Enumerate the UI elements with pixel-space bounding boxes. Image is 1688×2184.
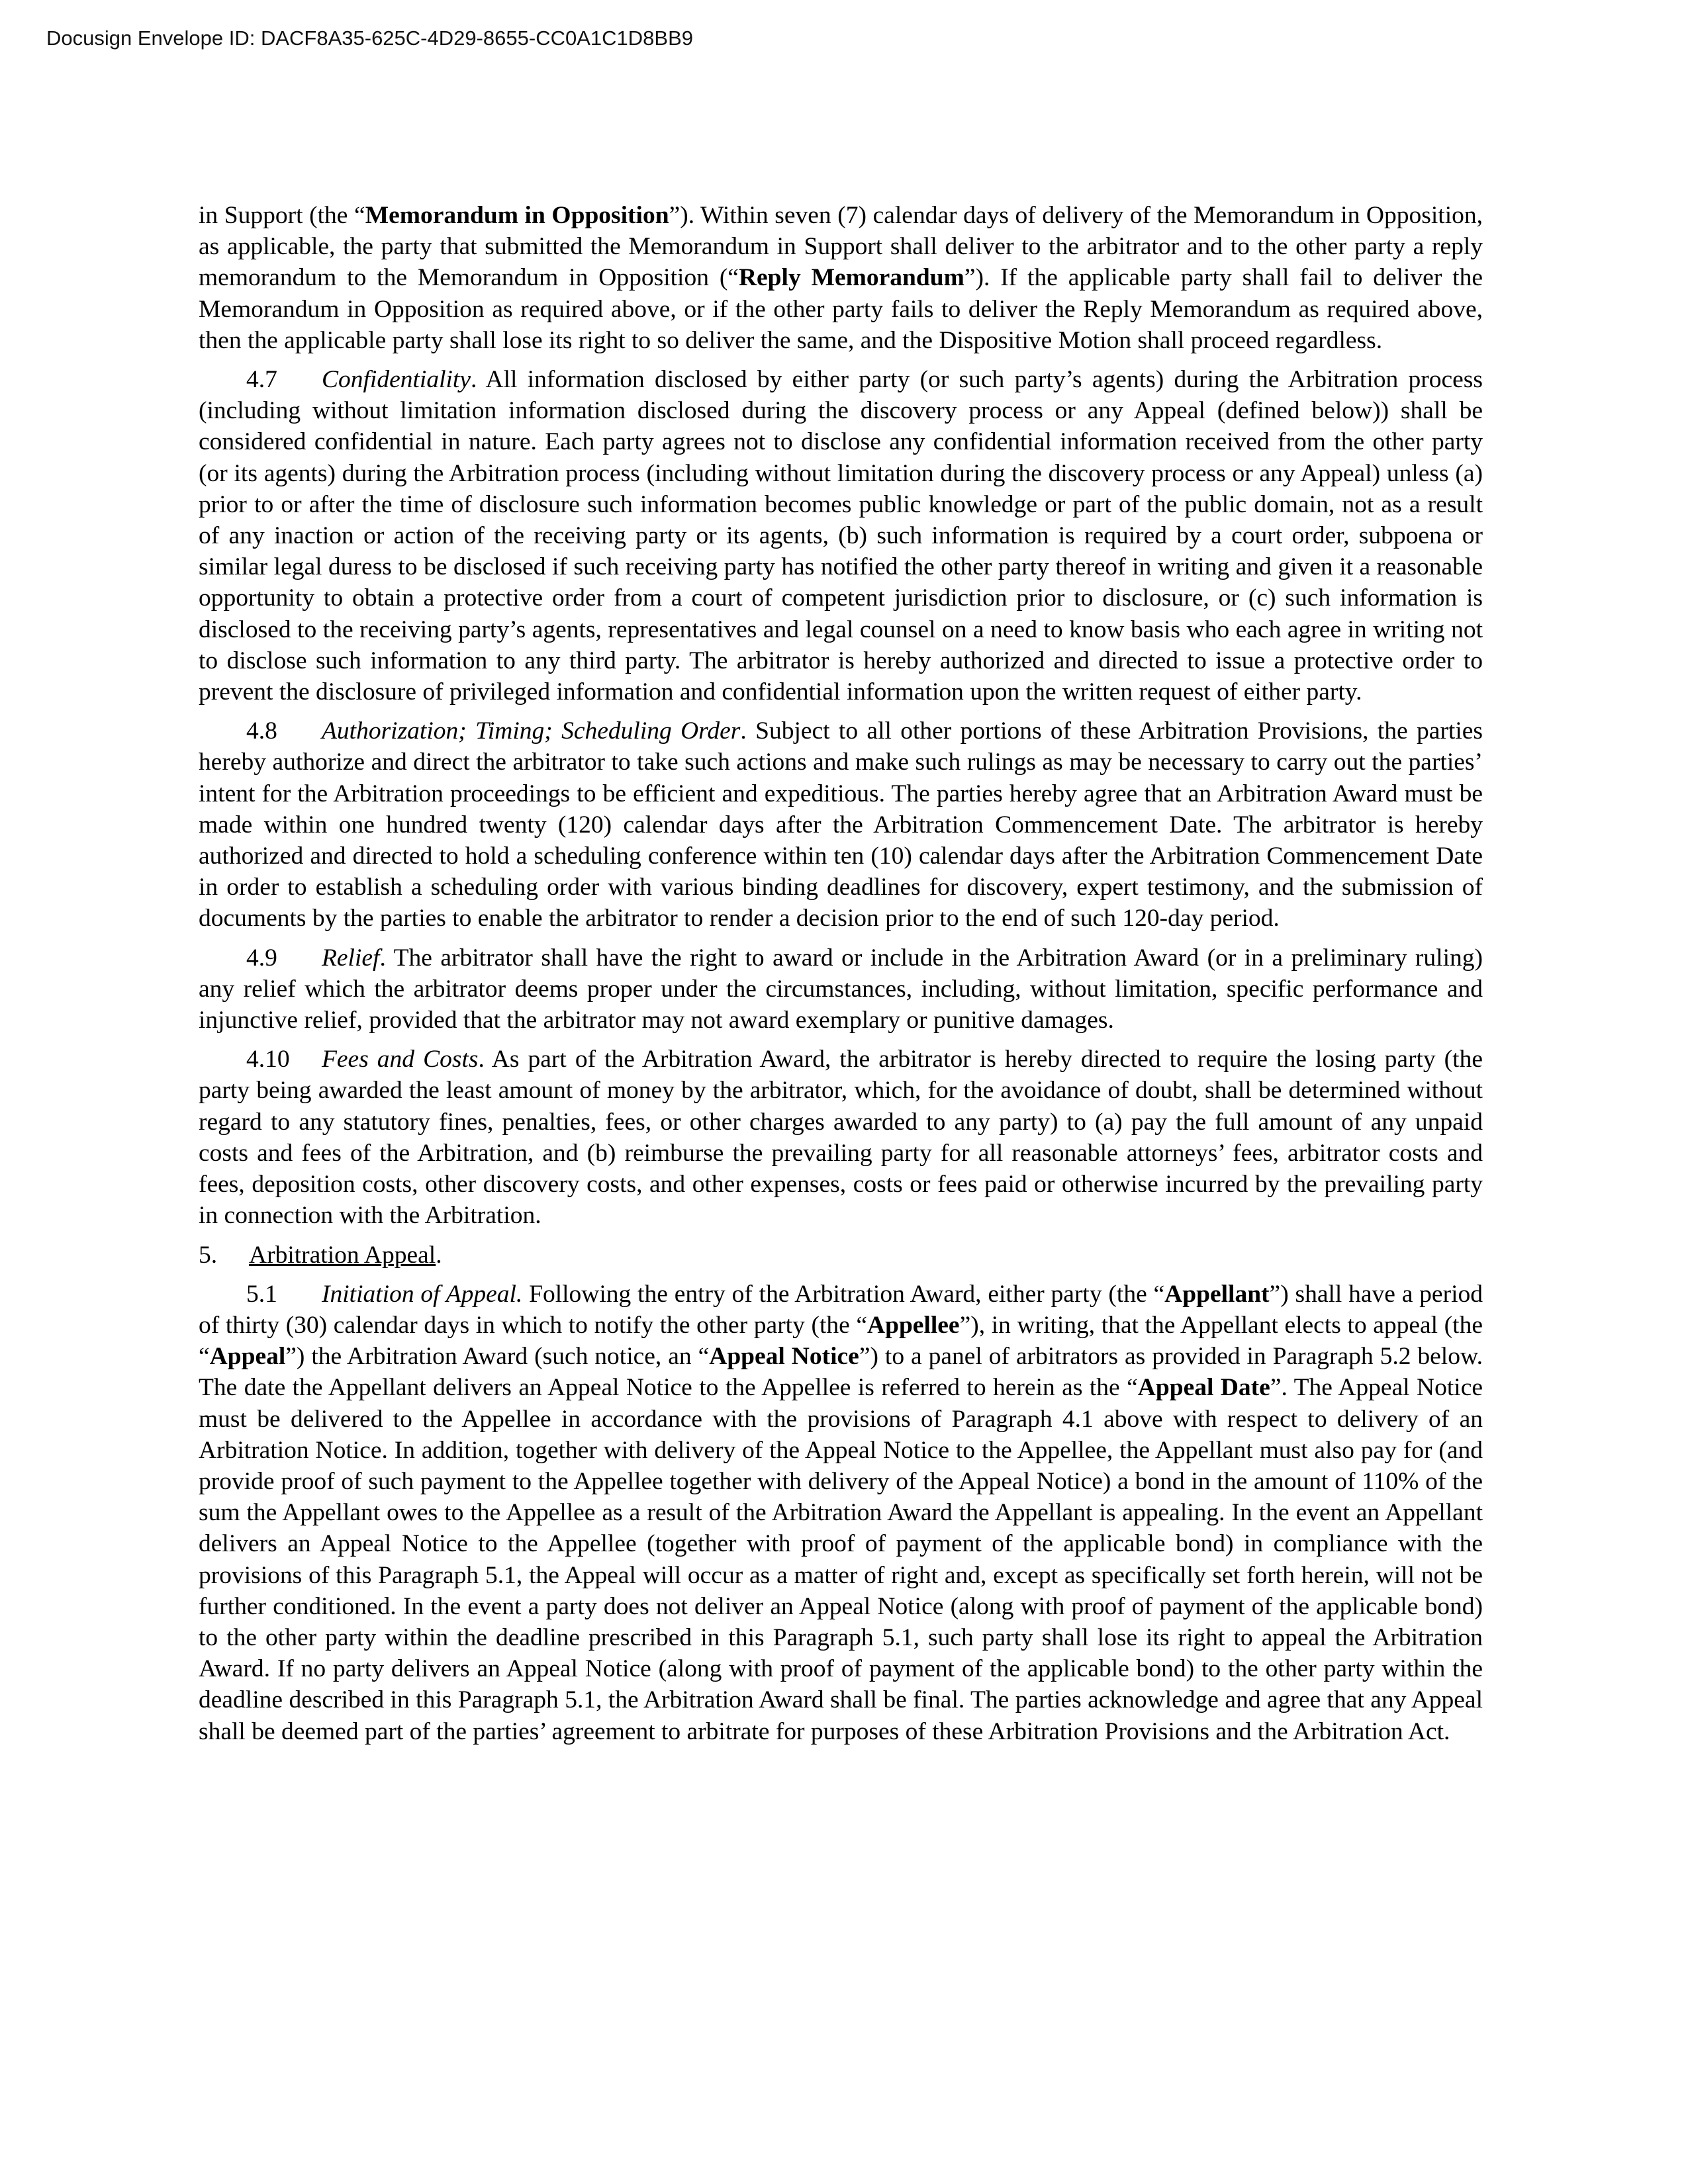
section-4-8-authorization (199, 715, 1483, 934)
text: ”. The Appeal Notice must be delivered to the Appellee in accordance with the provisions of Paragraph 4.1 above with respect to delivery of an Arbitration Notice. In addition, together with delivery of the Appeal Notice to the Appellee, the Appellant must also pay for (and provide proof of such payment to the Appellee together with delivery of the Appeal Notice) a bond in the amount of 110% of the sum the Appellant owes to the Appellee as a result of the Arbitration Award the Appellant is appealing. In the event an Appellant delivers an Appeal Notice to the Appellee (together with proof of payment of the applicable bond) in compliance with the provisions of this Paragraph 5.1, the Appeal will occur as a matter of right and, except as specifically set forth herein, will not be further conditioned. In the event a party does not deliver an Appeal Notice (along with proof of payment of the applicable bond) to the other party within the deadline prescribed in this Paragraph 5.1, such party shall lose its right to appeal the Arbitration Award. If no party delivers an Appeal Notice (along with proof of payment of the applicable bond) to the other party within the deadline described in this Paragraph 5.1, the Arbitration Award shall be final. The parties acknowledge and agree that any Appeal shall be deemed part of the parties’ agreement to arbitrate for purposes of these Arbitration Provisions and the Arbitration Act. (199, 1374, 1483, 1745)
text: ”), in writing, that the Appellant elects to appeal (the “ (199, 1311, 1483, 1371)
text: Following the entry of the Arbitration Award, either party (the “ (522, 1280, 1165, 1308)
section-body: . All information disclosed by either party (or such party’s agents) during the Arbitration process (including without limitation information disclosed during the discovery process or any Appeal (defined below)) shall be considered confidential in nature. Each party agrees not to disclose any confidential information received from the other party (or its agents) during the Arbitration process (including without limitation during the discovery process or any Appeal) unless (a) prior to or after the time of disclosure such information becomes public knowledge or part of the public domain, not as a result of any inaction or action of the receiving party or its agents, (b) such information is required by a court order, subpoena or similar legal duress to be disclosed if such receiving party has notified the other party thereof in writing and given it a reasonable opportunity to obtain a protective order from a court of competent jurisdiction prior to disclosure, or (c) such information is disclosed to the receiving party’s agents, representatives and legal counsel on a need to know basis who each agree in writing not to disclose such information to any third party. The arbitrator is hereby authorized and directed to issue a protective order to prevent the disclosure of privileged information and confidential information upon the written request of either party. (199, 366, 1483, 706)
section-number: 5.1 (246, 1280, 277, 1308)
section-4-7-confidentiality (199, 364, 1483, 707)
section-number: 5. (199, 1241, 218, 1269)
text: ”). Within seven (7) calendar days of delivery of the Memorandum in Opposition, as applicable, the party that submitted the Memorandum in Support shall deliver to the arbitrator and to the other party a reply memorandum to the Memorandum in Opposition (“ (199, 202, 1483, 292)
text: . (436, 1241, 442, 1269)
section-title: Arbitration Appeal (249, 1241, 436, 1269)
section-number: 4.9 (246, 944, 277, 972)
section-title: Initiation of Appeal. (322, 1280, 523, 1308)
section-title: Confidentiality (322, 366, 471, 394)
section-body: . Subject to all other portions of these Arbitration Provisions, the parties hereby authorize and direct the arbitrator to take such actions and make such rulings as may be necessary to carry out the parties’ intent for the Arbitration proceedings to be efficient and expeditious. The parties hereby agree that an Arbitration Award must be made within one hundred twenty (120) calendar days after the Arbitration Commencement Date. The arbitrator is hereby authorized and directed to hold a scheduling conference within ten (10) calendar days after the Arbitration Commencement Date in order to establish a scheduling order with various binding deadlines for discovery, expert testimony, and the submission of documents by the parties to enable the arbitrator to render a decision prior to the end of such 120-day period. (199, 717, 1483, 933)
section-title: Relief (322, 944, 380, 972)
text: in Support (the “ (199, 202, 365, 229)
defined-term: Appeal Date (1137, 1374, 1270, 1402)
section-title: Fees and Costs (322, 1046, 479, 1073)
text: ”). If the applicable party shall fail to deliver the Memorandum in Opposition as required above, or if the other party fails to deliver the Reply Memorandum as required above, then the applicable party shall lose its right to so deliver the same, and the Dispositive Motion shall proceed regardless. (199, 264, 1483, 354)
section-4-10-fees-and-costs (199, 1044, 1483, 1231)
defined-term: Appellee (867, 1311, 960, 1339)
defined-term: Appeal (209, 1343, 286, 1371)
document-body (199, 200, 1483, 1755)
defined-term: Memorandum in Opposition (365, 202, 669, 229)
text: ”) the Arbitration Award (such notice, an “ (285, 1343, 710, 1371)
paragraph-memorandum-continuation (199, 200, 1483, 356)
envelope-id: Docusign Envelope ID: DACF8A35-625C-4D29-8655-CC0A1C1D8BB9 (46, 26, 693, 50)
section-body: . The arbitrator shall have the right to award or include in the Arbitration Award (or in a preliminary ruling) any relief which the arbitrator deems proper under the circumstances, including, without limitation, specific performance and injunctive relief, provided that the arbitrator may not award exemplary or punitive damages. (199, 944, 1483, 1034)
text: ”) shall have a period of thirty (30) calendar days in which to notify the other party (the “ (199, 1280, 1483, 1339)
section-title: Authorization; Timing; Scheduling Order (322, 717, 741, 745)
section-4-9-relief (199, 942, 1483, 1036)
section-body: . As part of the Arbitration Award, the arbitrator is hereby directed to require the losing party (the party being awarded the least amount of money by the arbitrator, which, for the avoidance of doubt, shall be determined without regard to any statutory fines, penalties, fees, or other charges awarded to any party) to (a) pay the full amount of any unpaid costs and fees of the Arbitration, and (b) reimburse the prevailing party for all reasonable attorneys’ fees, arbitrator costs and fees, deposition costs, other discovery costs, and other expenses, costs or fees paid or otherwise incurred by the prevailing party in connection with the Arbitration. (199, 1046, 1483, 1230)
section-5-1-initiation-of-appeal (199, 1279, 1483, 1747)
section-number: 4.8 (246, 717, 277, 745)
defined-term: Appeal Notice (709, 1343, 859, 1371)
section-number: 4.7 (246, 366, 277, 394)
section-number: 4.10 (246, 1046, 290, 1073)
defined-term: Reply Memorandum (738, 264, 964, 292)
text: ”) to a panel of arbitrators as provided in Paragraph 5.2 below. The date the Appellant delivers an Appeal Notice to the Appellee is referred to herein as the “ (199, 1343, 1483, 1402)
section-5-heading (199, 1240, 1483, 1271)
defined-term: Appellant (1164, 1280, 1270, 1308)
